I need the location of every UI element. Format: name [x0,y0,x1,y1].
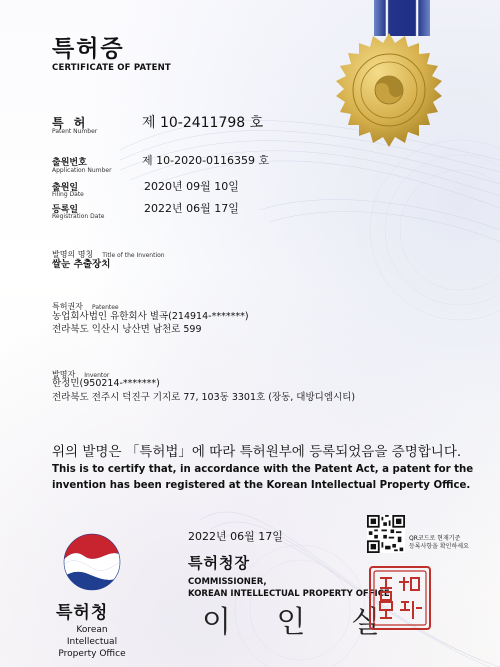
certification-statement-english [52,462,472,494]
invention-title-value: 쌀눈 추출장치 [52,259,111,270]
kipo-logo-icon [62,532,122,592]
patent-number-label: 특 허 [52,116,89,130]
statement-english-line2: invention has been registered at the Korean Intellectual Property Office. [52,480,471,491]
patentee-label: 특허권자 [52,302,83,311]
office-name-english-line1: Korean Intellectual [66,625,118,647]
official-stamp-glyphs [371,568,429,628]
commissioner-title-english-line2: KOREAN INTELLECTUAL PROPERTY OFFICE [188,589,390,599]
commissioner-signature: 이 인 실 [202,605,399,640]
certificate-title-english: CERTIFICATE OF PATENT [52,63,171,73]
patent-number-label-english: Patent Number [52,128,98,135]
qr-note-line1: QR코드로 현재기준 [409,535,461,542]
office-name-english [50,624,134,660]
qr-note-line2: 등록사항을 확인하세요 [409,543,469,550]
registration-date-label: 등록일 [52,205,79,215]
application-number-label-english: Application Number [52,167,112,174]
qr-code[interactable] [367,515,405,553]
inventor-name: 한정민(950214-*******) [52,378,160,389]
commissioner-title: 특허청장 [188,554,250,572]
patentee-label-english: Patentee [92,304,119,311]
invention-title-label: 발명의 명칭 [52,250,94,259]
certificate-title: 특허증 [52,36,125,62]
filing-date-value: 2020년 09월 10일 [144,180,239,193]
filing-date-label-english: Filing Date [52,191,84,198]
registration-date-value: 2022년 06월 17일 [144,202,239,215]
application-number-label: 출원번호 [52,158,87,168]
inventor-address: 전라북도 전주시 덕진구 기지로 77, 103동 3301호 (장동, 대방디엠시티) [52,392,356,403]
office-name: 특허청 [56,603,109,623]
ribbon-decoration [374,0,430,36]
registration-date-label-english: Registration Date [52,213,105,220]
office-name-english-line2: Property Office [58,649,126,659]
issue-date: 2022년 06월 17일 [188,530,283,543]
statement-english-line1: This is to certify that, in accordance with the Patent Act, a patent for the [52,464,474,475]
patentee-name: 농업회사법인 유한회사 별곡(214914-*******) [52,311,249,322]
inventor-label-english: Inventor [84,372,110,379]
qr-note [409,535,469,551]
inventor-label: 발명자 [52,370,76,379]
patentee-address: 전라북도 익산시 낭산면 남천로 599 [52,324,202,335]
application-number-value: 제 10-2020-0116359 호 [142,154,270,167]
gold-seal [330,32,448,150]
patent-number-value: 제 10-2411798 호 [142,115,264,131]
certification-statement-korean: 위의 발명은 「특허법」에 따라 특허원부에 등록되었음을 증명합니다. [52,444,462,460]
commissioner-title-english-line1: COMMISSIONER, [188,577,267,587]
filing-date-label: 출원일 [52,183,79,193]
invention-title-label-english: Title of the Invention [102,252,165,259]
official-stamp [369,566,431,630]
